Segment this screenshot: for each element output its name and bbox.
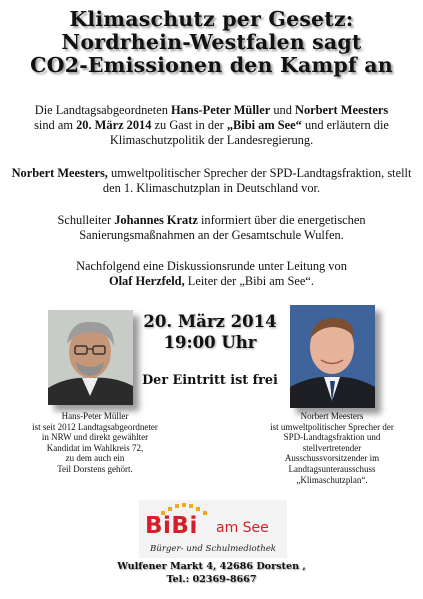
caption-line: Kandidat im Wahlkreis 72, [46, 442, 144, 453]
meesters-paragraph: Norbert Meesters, umweltpolitischer Sprecher der SPD-Landtagsfraktion, stellt den 1. Klimaschutzplan in Deutschland vor. [11, 166, 412, 195]
intro-paragraph: Die Landtagsabgeordneten Hans-Peter Müller und Norbert Meesters sind am 20. März 2014 zu Gast in der „Bibi am See“ und erläutern die Klimaschutzpolitik der Landesregierung. [34, 103, 389, 147]
name-mueller: Hans-Peter Müller [171, 103, 271, 117]
flyer-title [0, 8, 423, 77]
caption-line: zu dem auch ein [65, 453, 125, 464]
caption-line: Ausschussvorsitzender im [284, 453, 380, 464]
kratz-paragraph: Schulleiter Johannes Kratz informiert über die energetischen Sanierungsmaßnahmen an der Gesamtschule Wulfen. [57, 213, 366, 242]
caption-line: Hans-Peter Müller [61, 411, 129, 421]
caption-mueller [30, 411, 160, 475]
event-date-time [130, 311, 290, 353]
logo-suffix-text: am See [216, 520, 269, 536]
discussion-paragraph: Nachfolgend eine Diskussionsrunde unter Leitung von Olaf Herzfeld, Leiter der „Bibi am See“. [76, 259, 347, 288]
portrait-meesters [290, 305, 375, 408]
caption-line: ist seit 2012 Landtagsabgeordneter [32, 421, 158, 432]
intro-venue: „Bibi am See“ [226, 118, 302, 132]
event-time: 19:00 Uhr [163, 333, 257, 352]
name-meesters: Norbert Meesters [295, 103, 389, 117]
caption-line: stellvertretender [302, 442, 362, 453]
logo-main-text: BiBi [145, 513, 198, 539]
logo-subtitle: Bürger- und Schulmediothek [149, 544, 277, 554]
event-date: 20. März 2014 [143, 312, 277, 331]
caption-line: Teil Dorstens gehört. [57, 463, 133, 474]
address-street: Wulfener Markt 4, 42686 Dorsten , [117, 561, 306, 572]
kratz-name: Johannes Kratz [114, 213, 198, 227]
portrait-meesters-image [290, 305, 375, 408]
caption-meesters [262, 411, 402, 485]
herzfeld-name: Olaf Herzfeld, [108, 274, 185, 288]
title-line-3: CO2-Emissionen den Kampf an [30, 53, 393, 77]
meesters-name: Norbert Meesters, [11, 166, 108, 180]
caption-line: „Klimaschutzplan“. [296, 474, 368, 485]
bibi-logo [139, 500, 287, 558]
intro-date: 20. März 2014 [76, 118, 152, 132]
admission-free: Der Eintritt ist frei [142, 373, 278, 388]
address-block [100, 560, 323, 586]
caption-line: Landtagsunterausschuss [288, 463, 376, 474]
address-phone: Tel.: 02369-8667 [166, 574, 257, 585]
caption-line: in NRW und direkt gewählter [41, 432, 149, 443]
title-line-2: Nordrhein-Westfalen sagt [61, 30, 362, 54]
caption-line: SPD-Landtagsfraktion und [283, 432, 381, 443]
caption-line: ist umweltpolitischer Sprecher der [270, 421, 394, 432]
caption-line: Norbert Meesters [300, 411, 364, 421]
portrait-mueller-image [48, 310, 133, 405]
title-line-1: Klimaschutz per Gesetz: [69, 7, 354, 31]
portrait-mueller [48, 310, 133, 405]
